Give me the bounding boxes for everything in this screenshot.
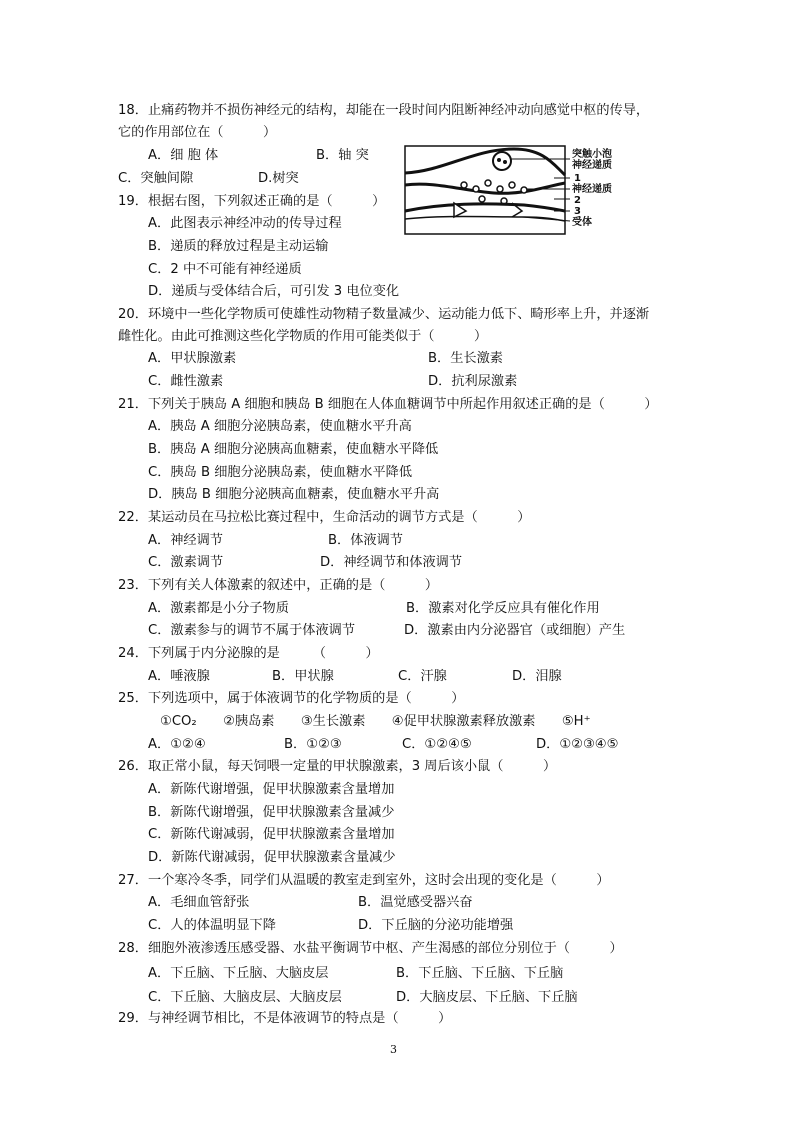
- q26-option-c: C．新陈代谢减弱，促甲状腺激素含量增加: [148, 827, 395, 842]
- q21-option-a: A．胰岛 A 细胞分泌胰岛素，使血糖水平升高: [148, 419, 412, 434]
- q19-stem: 19．根据右图，下列叙述正确的是（ ）: [118, 194, 386, 209]
- q20-option-a: A．甲状腺激素: [148, 351, 237, 366]
- q21-option-d: D．胰岛 B 细胞分泌胰高血糖素，使血糖水平升高: [148, 487, 440, 502]
- q20-stem-line1: 20．环境中一些化学物质可使雄性动物精子数量减少、运动能力低下、畸形率上升，并逐渐: [118, 307, 650, 322]
- q26-stem: 26．取正常小鼠，每天饲喂一定量的甲状腺激素，3 周后该小鼠（ ）: [118, 759, 557, 774]
- q28-option-c: C．下丘脑、大脑皮层、大脑皮层: [148, 990, 342, 1005]
- q22-option-a: A．神经调节: [148, 533, 223, 548]
- q18-option-c: C．突触间隙: [118, 171, 194, 186]
- q19-option-b: B．递质的释放过程是主动运输: [148, 239, 329, 254]
- q24-option-c: C．汗腺: [398, 669, 447, 684]
- q27-option-d: D．下丘脑的分泌功能增强: [358, 918, 514, 933]
- q25-option-b: B．①②③: [284, 737, 342, 752]
- q28-option-b: B．下丘脑、下丘脑、下丘脑: [396, 966, 564, 981]
- diagram-label-vesicle: 突触小泡: [572, 149, 612, 160]
- q28-option-a: A．下丘脑、下丘脑、大脑皮层: [148, 966, 329, 981]
- q22-stem: 22．某运动员在马拉松比赛过程中，生命活动的调节方式是（ ）: [118, 510, 531, 525]
- q24-option-b: B．甲状腺: [272, 669, 334, 684]
- diagram-label-transmitter-top: 神经递质: [572, 160, 612, 171]
- q18-option-d: D.树突: [258, 171, 299, 186]
- q26-option-b: B．新陈代谢增强，促甲状腺激素含量减少: [148, 805, 395, 820]
- q25-items: ①CO₂ ②胰岛素 ③生长激素 ④促甲状腺激素释放激素 ⑤H⁺: [160, 714, 591, 729]
- q18-stem-line2: 它的作用部位在（ ）: [118, 125, 277, 140]
- diagram-label-2: 2: [574, 195, 581, 206]
- q19-option-a: A．此图表示神经冲动的传导过程: [148, 216, 342, 231]
- synapse-diagram: [404, 145, 644, 237]
- q22-option-c: C．激素调节: [148, 555, 224, 570]
- q23-stem: 23．下列有关人体激素的叙述中，正确的是（ ）: [118, 578, 439, 593]
- q20-option-c: C．雌性激素: [148, 374, 224, 389]
- q28-option-d: D．大脑皮层、下丘脑、下丘脑: [396, 990, 578, 1005]
- q23-option-b: B．激素对化学反应具有催化作用: [406, 601, 600, 616]
- q27-option-a: A．毛细血管舒张: [148, 895, 250, 910]
- q18-option-b: B．轴 突: [316, 148, 369, 163]
- q27-option-c: C．人的体温明显下降: [148, 918, 276, 933]
- q20-option-d: D．抗利尿激素: [428, 374, 518, 389]
- q24-option-d: D．泪腺: [512, 669, 562, 684]
- diagram-label-1: 1: [574, 173, 581, 184]
- q28-stem: 28．细胞外液渗透压感受器、水盐平衡调节中枢、产生渴感的部位分别位于（ ）: [118, 941, 623, 956]
- q24-option-a: A．唾液腺: [148, 669, 210, 684]
- q21-option-b: B．胰岛 A 细胞分泌胰高血糖素，使血糖水平降低: [148, 442, 439, 457]
- diagram-label-3: 3: [574, 206, 581, 217]
- q26-option-d: D．新陈代谢减弱，促甲状腺激素含量减少: [148, 850, 396, 865]
- q23-option-c: C．激素参与的调节不属于体液调节: [148, 623, 356, 638]
- q25-option-d: D．①②③④⑤: [536, 737, 619, 752]
- diagram-label-transmitter: 神经递质: [572, 184, 612, 195]
- q22-option-d: D．神经调节和体液调节: [320, 555, 463, 570]
- q25-stem: 25．下列选项中，属于体液调节的化学物质的是（ ）: [118, 691, 465, 706]
- q25-option-c: C．①②④⑤: [402, 737, 472, 752]
- q19-option-c: C．2 中不可能有神经递质: [148, 262, 302, 277]
- q24-stem: 24．下列属于内分泌腺的是 （ ）: [118, 646, 379, 661]
- page-number: 3: [390, 1043, 397, 1056]
- q20-stem-line2: 雌性化。由此可推测这些化学物质的作用可能类似于（ ）: [118, 329, 488, 344]
- q20-option-b: B．生长激素: [428, 351, 503, 366]
- q23-option-d: D．激素由内分泌器官（或细胞）产生: [404, 623, 626, 638]
- q25-option-a: A．①②④: [148, 737, 206, 752]
- diagram-label-receptor: 受体: [572, 217, 592, 228]
- q27-stem: 27．一个寒冷冬季，同学们从温暖的教室走到室外，这时会出现的变化是（ ）: [118, 873, 610, 888]
- q23-option-a: A．激素都是小分子物质: [148, 601, 289, 616]
- q27-option-b: B．温觉感受器兴奋: [358, 895, 473, 910]
- q18-stem-line1: 18．止痛药物并不损伤神经元的结构，却能在一段时间内阻断神经冲动向感觉中枢的传导，: [118, 103, 650, 118]
- q21-option-c: C．胰岛 B 细胞分泌胰岛素，使血糖水平降低: [148, 465, 413, 480]
- q26-option-a: A．新陈代谢增强，促甲状腺激素含量增加: [148, 782, 395, 797]
- q19-option-d: D．递质与受体结合后，可引发 3 电位变化: [148, 284, 400, 299]
- q29-stem: 29．与神经调节相比，不是体液调节的特点是（ ）: [118, 1011, 452, 1026]
- q21-stem: 21．下列关于胰岛 A 细胞和胰岛 B 细胞在人体血糖调节中所起作用叙述正确的是（ ）: [118, 397, 658, 412]
- q18-option-a: A．细 胞 体: [148, 148, 219, 163]
- q22-option-b: B．体液调节: [328, 533, 403, 548]
